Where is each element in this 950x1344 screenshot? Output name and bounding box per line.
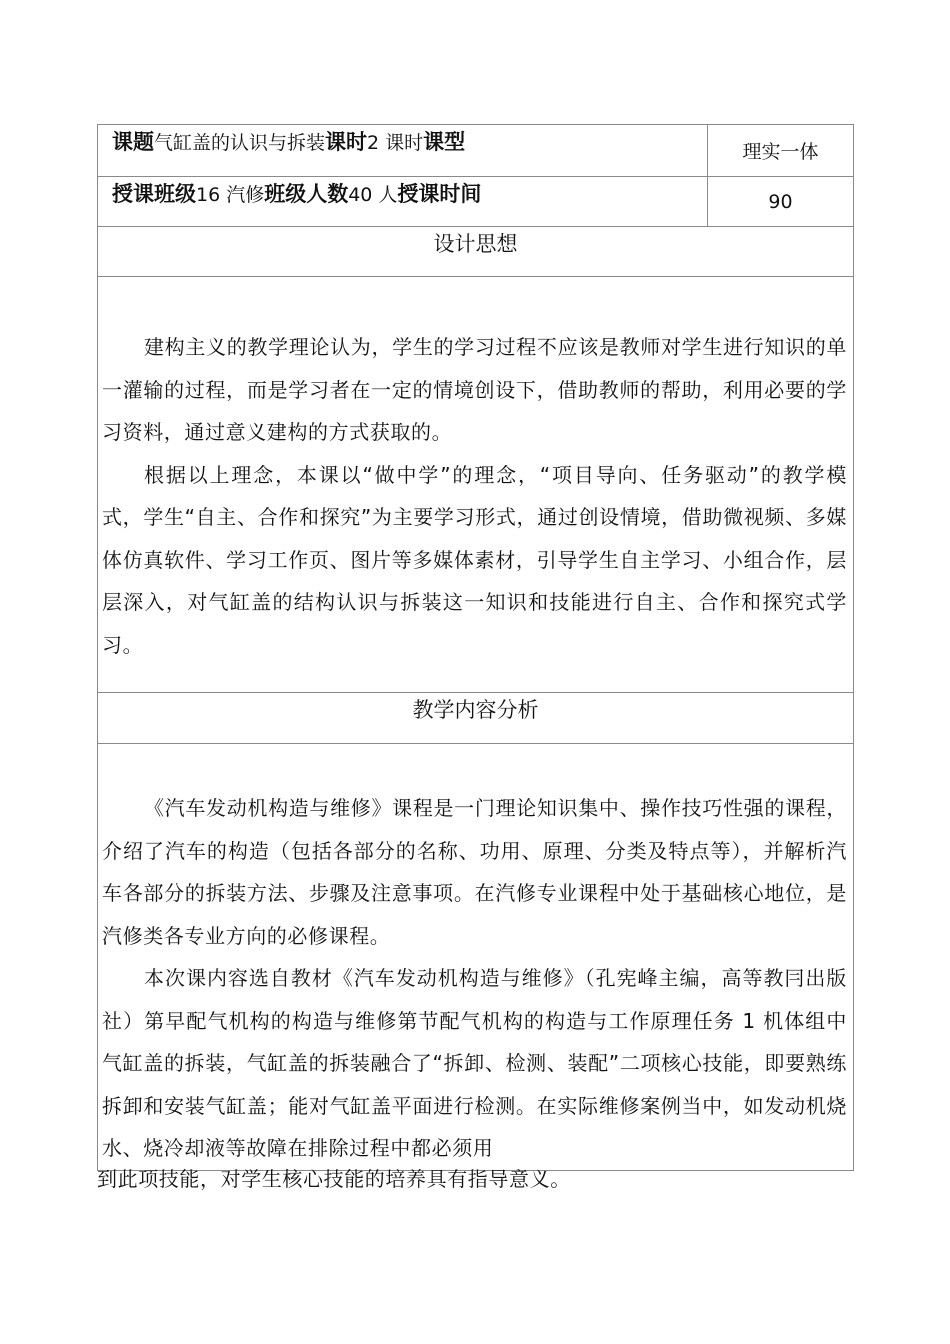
design-title-row xyxy=(98,227,854,277)
topic-cell xyxy=(98,125,708,177)
count-label: 班级人数 xyxy=(264,182,349,206)
time-label: 授课时间 xyxy=(397,182,482,206)
design-body-row xyxy=(98,277,854,693)
type-label: 课型 xyxy=(423,130,466,154)
class-cell xyxy=(98,177,708,227)
hours-label: 课时 xyxy=(325,130,368,154)
header-row-class xyxy=(98,177,854,227)
content-title-row xyxy=(98,693,854,744)
type-value: 理实一体 xyxy=(708,125,854,177)
design-section-title: 设计思想 xyxy=(98,227,854,277)
content-continuation: 到此项技能，对学生核心技能的培养具有指导意义。 xyxy=(97,1167,571,1191)
class-label: 授课班级 xyxy=(112,182,196,206)
content-section-title: 教学内容分析 xyxy=(98,693,854,744)
design-body xyxy=(98,277,854,693)
topic-value: 气缸盖的认识与拆装 xyxy=(154,132,326,154)
hours-value: 2 课时 xyxy=(367,132,424,154)
design-paragraph: 建构主义的教学理论认为，学生的学习过程不应该是教师对学生进行知识的单一灌输的过程，而是学习者在一定的情境创设下，借助教师的帮助，利用必要的学习资料，通过意义建构的方式获取的。 xyxy=(102,335,847,444)
topic-label: 课题 xyxy=(112,130,154,154)
content-body-row xyxy=(98,744,854,1171)
header-row-topic xyxy=(98,125,854,177)
time-value: 90 xyxy=(708,177,854,227)
content-paragraph: 《汽车发动机构造与维修》课程是一门理论知识集中、操作技巧性强的课程，介绍了汽车的构造（包括各部分的名称、功用、原理、分类及特点等），并解析汽车各部分的拆装方法、步骤及注意事项。在汽修专业课程中处于基础核心地位，是汽修类各专业方向的必修课程。 xyxy=(102,796,847,948)
design-paragraph: 根据以上理念，本课以“做中学”的理念，“项目导向、任务驱动”的教学模式，学生“自主、合作和探究”为主要学习形式，通过创设情境，借助微视频、多媒体仿真软件、学习工作页、图片等多媒体素材，引导学生自主学习、小组合作，层层深入，对气缸盖的结构认识与拆装这一知识和技能进行自主、合作和探究式学习。 xyxy=(102,462,847,657)
count-value: 40 人 xyxy=(348,184,398,206)
content-body xyxy=(98,744,854,1171)
lesson-plan-table xyxy=(97,124,854,1171)
class-value: 16 汽修 xyxy=(196,184,265,206)
content-paragraph: 本次课内容选自教材《汽车发动机构造与维修》（孔宪峰主编，高等教冃出版社）第早配气机构的构造与维修第节配气机构的构造与工作原理任务 1 机体组中气缸盖的拆装，气缸盖的拆装融合了“拆卸、检测、装配”二项核心技能，即要熟练拆卸和安装气缸盖；能对气缸盖平面进行检测。在实际维修案例当中，如发动机烧水、烧冷却液等故障在排除过程中都必须用 xyxy=(102,966,847,1160)
